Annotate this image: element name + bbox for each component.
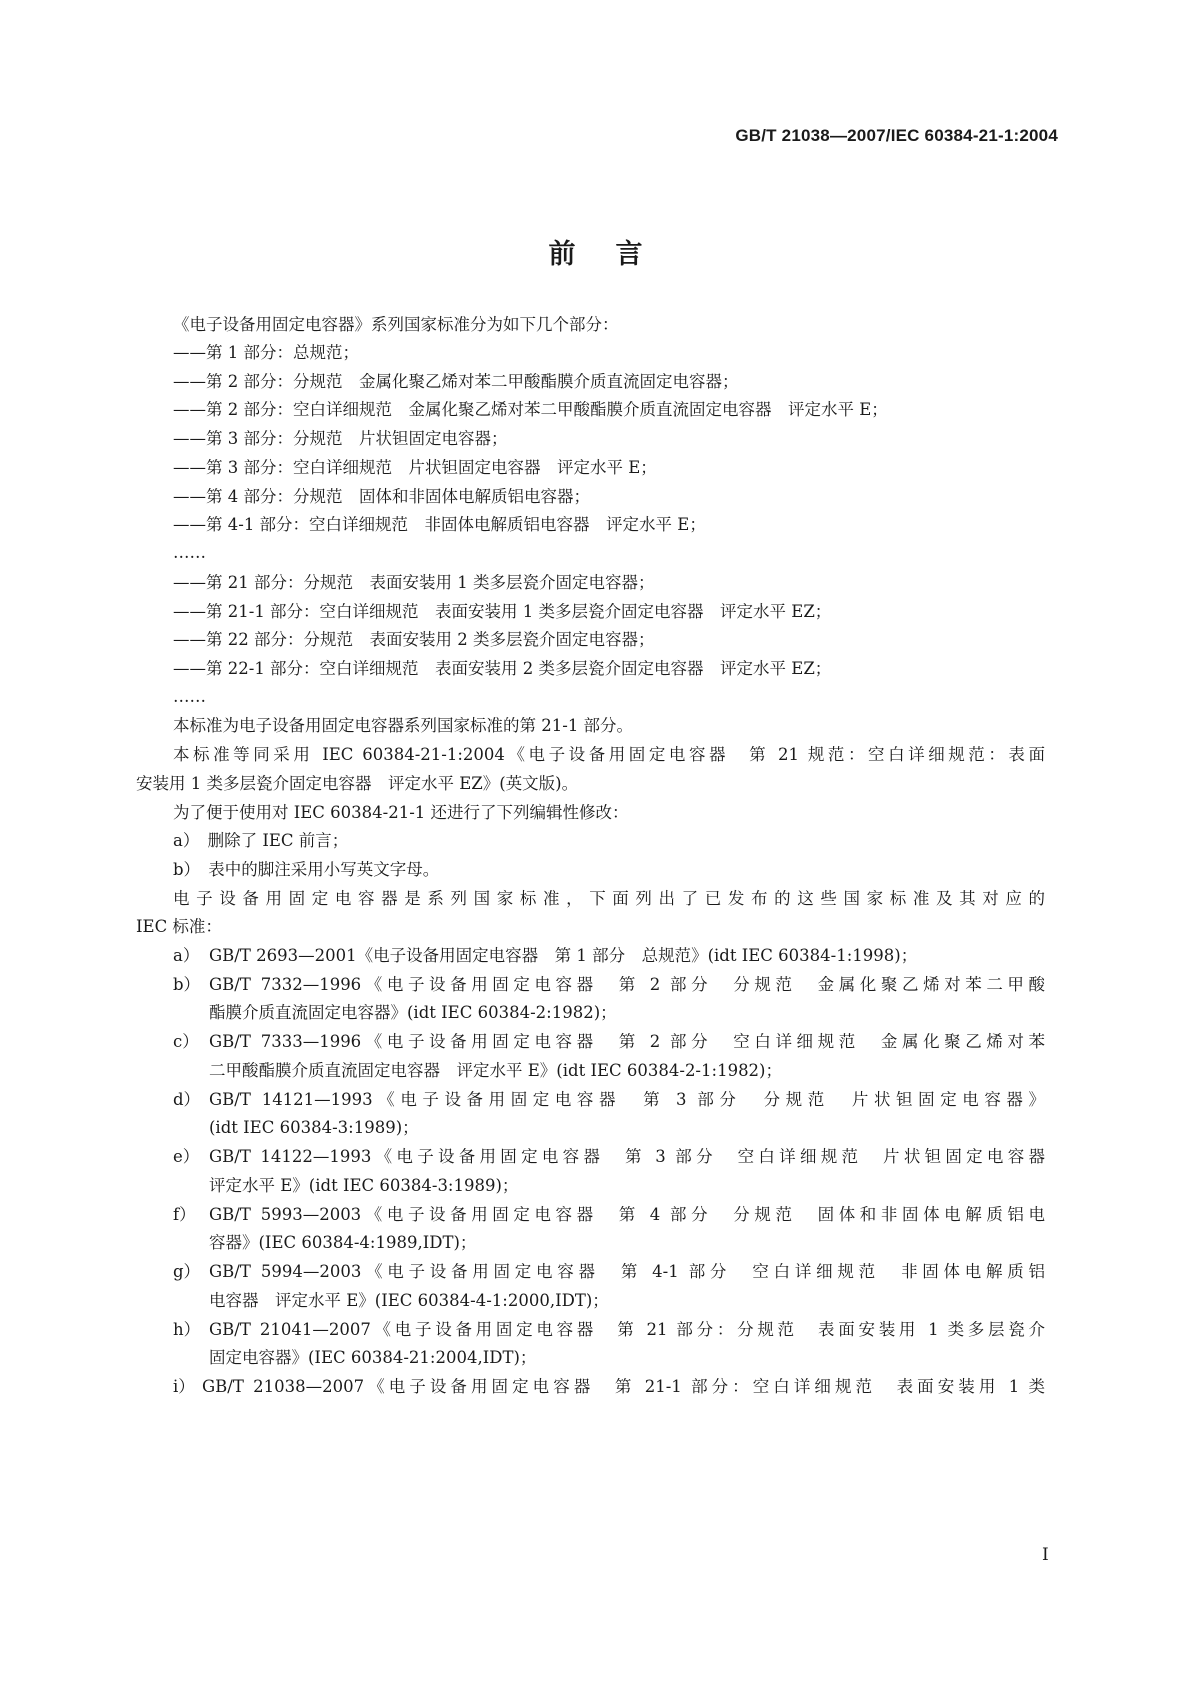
reference-text: GB/T 14121—1993《电子设备用固定电容器 第 3 部分 分规范 片状钽固定电容器》 [209,1090,1045,1109]
page-number: I [1042,1545,1049,1565]
reference-text: 酯膜介质直流固定电容器》(idt IEC 60384-2:1982)； [209,1003,617,1022]
part-list-item: ——第 2 部分：分规范 金属化聚乙烯对苯二甲酸酯膜介质直流固定电容器； [173,372,739,391]
intro-text: 《电子设备用固定电容器》系列国家标准分为如下几个部分： [173,315,619,334]
adoption-statement-line2: 安装用 1 类多层瓷介固定电容器 评定水平 EZ》(英文版)。 [136,774,579,793]
reference-text: GB/T 5993—2003《电子设备用固定电容器 第 4 部分 分规范 固体和非固体电解质铝电 [209,1205,1045,1224]
reference-label: h） [173,1320,201,1339]
reference-text: GB/T 7332—1996《电子设备用固定电容器 第 2 部分 分规范 金属化聚乙烯对苯二甲酸 [209,975,1045,994]
part-list-item: ——第 1 部分：总规范； [173,343,359,362]
part-list-item: ——第 22 部分：分规范 表面安装用 2 类多层瓷介固定电容器； [173,630,655,649]
reference-text: GB/T 21038—2007《电子设备用固定电容器 第 21-1 部分：空白详细规范 表面安装用 1 类 [202,1377,1045,1396]
reference-text: 容器》(IEC 60384-4:1989,IDT)； [209,1233,477,1252]
edit-item: a） 删除了 IEC 前言； [173,831,349,850]
standard-code: GB/T 21038—2007/IEC 60384-21-1:2004 [735,126,1058,145]
part-list-item: ——第 3 部分：分规范 片状钽固定电容器； [173,429,508,448]
part-list-item: ——第 4 部分：分规范 固体和非固体电解质铝电容器； [173,487,590,506]
reference-text: 评定水平 E》(idt IEC 60384-3:1989)； [209,1176,519,1195]
reference-text: GB/T 2693—2001《电子设备用固定电容器 第 1 部分 总规范》(idt IEC 60384-1:1998)； [209,946,918,965]
reference-text: GB/T 7333—1996《电子设备用固定电容器 第 2 部分 空白详细规范 金属化聚乙烯对苯 [209,1032,1045,1051]
reference-label: e） [173,1147,200,1166]
reference-label: a） [173,946,200,965]
reference-text: (idt IEC 60384-3:1989)； [209,1118,419,1137]
series-statement: 本标准为电子设备用固定电容器系列国家标准的第 21-1 部分。 [173,716,634,735]
reference-text: GB/T 21041—2007《电子设备用固定电容器 第 21 部分：分规范 表面安装用 1 类多层瓷介 [209,1320,1045,1339]
reference-text: GB/T 14122—1993《电子设备用固定电容器 第 3 部分 空白详细规范 片状钽固定电容器 [209,1147,1045,1166]
related-standards-intro-line2: IEC 标准： [136,917,222,936]
reference-text: 固定电容器》(IEC 60384-21:2004,IDT)； [209,1348,537,1367]
part-list-item: ——第 21-1 部分：空白详细规范 表面安装用 1 类多层瓷介固定电容器 评定水平 EZ； [173,602,832,621]
reference-text: 二甲酸酯膜介质直流固定电容器 评定水平 E》(idt IEC 60384-2-1:1982)； [209,1061,782,1080]
part-list-ellipsis: …… [173,543,206,562]
page-title: 前言 [548,239,683,270]
reference-label: d） [173,1090,201,1109]
part-list-item: ——第 22-1 部分：空白详细规范 表面安装用 2 类多层瓷介固定电容器 评定水平 EZ； [173,659,832,678]
part-list-item: ——第 3 部分：空白详细规范 片状钽固定电容器 评定水平 E； [173,458,657,477]
related-standards-intro-line1: 电子设备用固定电容器是系列国家标准，下面列出了已发布的这些国家标准及其对应的 [173,889,1045,908]
part-list-ellipsis: …… [173,687,206,706]
reference-label: f） [173,1205,196,1224]
part-list-item: ——第 21 部分：分规范 表面安装用 1 类多层瓷介固定电容器； [173,573,655,592]
reference-label: i） [173,1377,195,1396]
edits-intro: 为了便于使用对 IEC 60384-21-1 还进行了下列编辑性修改： [173,803,629,822]
edit-item: b） 表中的脚注采用小写英文字母。 [173,860,440,879]
adoption-statement-line1: 本标准等同采用 IEC 60384-21-1:2004《电子设备用固定电容器 第 21 规范：空白详细规范：表面 [173,745,1045,764]
reference-text: 电容器 评定水平 E》(IEC 60384-4-1:2000,IDT)； [209,1291,609,1310]
reference-label: g） [173,1262,201,1281]
reference-label: b） [173,975,201,994]
part-list-item: ——第 2 部分：空白详细规范 金属化聚乙烯对苯二甲酸酯膜介质直流固定电容器 评定水平 E； [173,400,888,419]
part-list-item: ——第 4-1 部分：空白详细规范 非固体电解质铝电容器 评定水平 E； [173,515,706,534]
reference-label: c） [173,1032,199,1051]
reference-text: GB/T 5994—2003《电子设备用固定电容器 第 4-1 部分 空白详细规范 非固体电解质铝 [209,1262,1045,1281]
